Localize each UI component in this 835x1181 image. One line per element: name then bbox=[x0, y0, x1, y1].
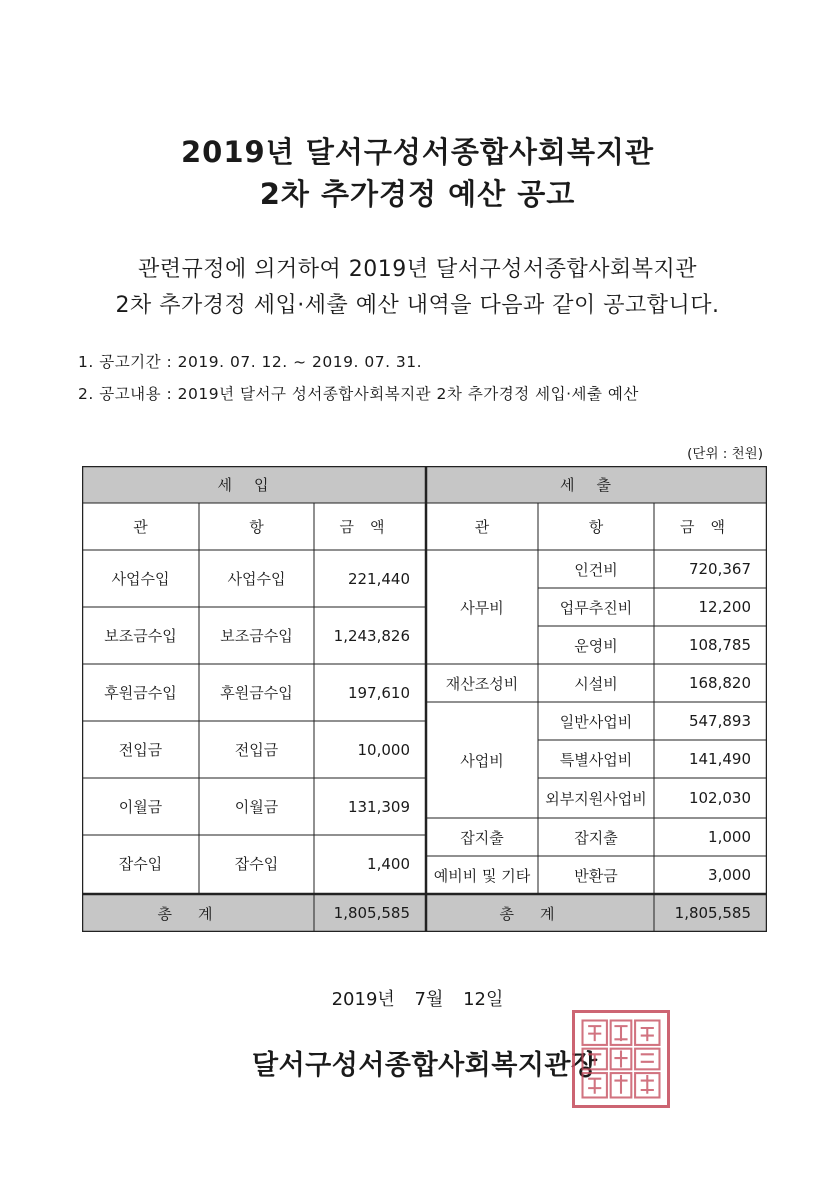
revenue-hang: 잡수입 bbox=[234, 855, 279, 873]
expense-amount: 108,785 bbox=[688, 636, 751, 654]
col-header-amount: 금액 bbox=[680, 518, 741, 536]
intro-line2: 2차 추가경정 세입·세출 예산 내역을 다음과 같이 공고합니다. bbox=[115, 293, 720, 318]
expense-hang: 운영비 bbox=[574, 636, 618, 655]
revenue-hang: 후원금수입 bbox=[220, 684, 293, 702]
document-title-line2: 2차 추가경정 예산 공고 bbox=[259, 177, 576, 211]
revenue-amount: 197,610 bbox=[347, 683, 410, 702]
expense-header: 세출 bbox=[560, 476, 633, 494]
revenue-hang: 이월금 bbox=[234, 798, 279, 816]
expense-amount: 547,893 bbox=[688, 712, 751, 730]
expense-hang: 외부지원사업비 bbox=[545, 789, 647, 808]
revenue-amount: 1,243,826 bbox=[333, 626, 410, 645]
col-header-hang: 항 bbox=[588, 518, 604, 536]
revenue-amount: 10,000 bbox=[357, 740, 410, 759]
revenue-total: 1,805,585 bbox=[333, 904, 410, 922]
expense-hang: 잡지출 bbox=[574, 828, 618, 847]
revenue-hang: 전입금 bbox=[234, 741, 279, 759]
revenue-gwan: 사업수입 bbox=[111, 570, 170, 588]
official-seal-icon bbox=[572, 1010, 670, 1108]
expense-amount: 12,200 bbox=[698, 598, 751, 616]
col-header-hang: 항 bbox=[249, 518, 264, 536]
revenue-hang: 보조금수입 bbox=[220, 627, 293, 645]
expense-gwan: 사무비 bbox=[460, 598, 504, 617]
expense-hang: 인건비 bbox=[574, 560, 618, 579]
revenue-gwan: 보조금수입 bbox=[104, 627, 177, 645]
expense-hang: 시설비 bbox=[574, 674, 618, 693]
expense-hang: 특별사업비 bbox=[559, 750, 633, 769]
expense-total: 1,805,585 bbox=[674, 904, 751, 922]
revenue-header: 세입 bbox=[217, 476, 291, 494]
expense-gwan: 재산조성비 bbox=[445, 674, 519, 693]
revenue-gwan: 이월금 bbox=[118, 798, 163, 816]
intro-line1: 관련규정에 의거하여 2019년 달서구성서종합사회복지관 bbox=[137, 257, 697, 282]
revenue-total-label: 총계 bbox=[157, 904, 239, 923]
col-header-amount: 금액 bbox=[339, 518, 401, 536]
expense-amount: 1,000 bbox=[708, 828, 751, 846]
expense-gwan: 사업비 bbox=[460, 751, 504, 770]
revenue-amount: 131,309 bbox=[347, 797, 410, 816]
unit-label: (단위 : 천원) bbox=[687, 446, 763, 462]
revenue-gwan: 후원금수입 bbox=[104, 684, 177, 702]
expense-total-label: 총계 bbox=[499, 904, 581, 923]
revenue-gwan: 전입금 bbox=[118, 741, 163, 759]
expense-gwan: 예비비 및 기타 bbox=[433, 866, 531, 885]
expense-amount: 141,490 bbox=[688, 750, 751, 768]
notice-date: 2019년 7월 12일 bbox=[331, 989, 504, 1010]
col-header-gwan: 관 bbox=[133, 518, 148, 536]
organization-name: 달서구성서종합사회복지관장 bbox=[252, 1050, 598, 1081]
expense-amount: 102,030 bbox=[688, 789, 751, 807]
revenue-gwan: 잡수입 bbox=[118, 855, 163, 873]
col-header-gwan: 관 bbox=[474, 518, 490, 536]
expense-hang: 일반사업비 bbox=[559, 712, 633, 731]
revenue-hang: 사업수입 bbox=[227, 570, 286, 588]
revenue-amount: 221,440 bbox=[347, 569, 410, 588]
expense-amount: 3,000 bbox=[708, 866, 751, 884]
notice-period: 1. 공고기간 : 2019. 07. 12. ~ 2019. 07. 31. bbox=[78, 353, 423, 371]
notice-content: 2. 공고내용 : 2019년 달서구 성서종합사회복지관 2차 추가경정 세입·세출 예산 bbox=[78, 385, 639, 403]
expense-hang: 반환금 bbox=[574, 866, 618, 885]
expense-amount: 168,820 bbox=[688, 674, 751, 692]
expense-gwan: 잡지출 bbox=[460, 828, 504, 847]
expense-amount: 720,367 bbox=[688, 560, 751, 578]
document-title-line1: 2019년 달서구성서종합사회복지관 bbox=[181, 135, 654, 169]
revenue-amount: 1,400 bbox=[367, 854, 410, 873]
expense-hang: 업무추진비 bbox=[559, 598, 633, 617]
